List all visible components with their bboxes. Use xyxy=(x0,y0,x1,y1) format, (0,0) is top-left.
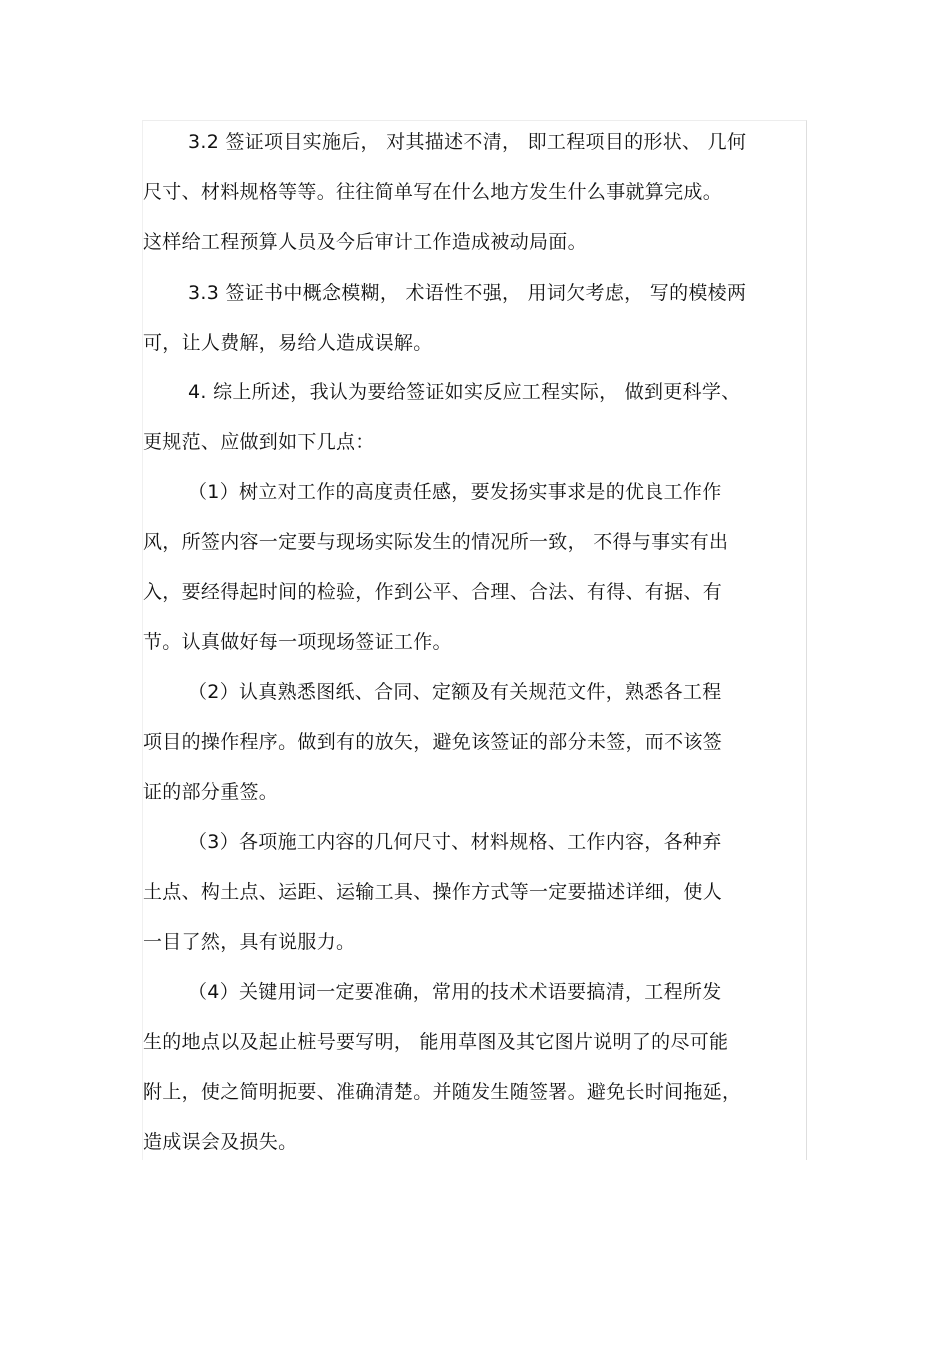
item2-line-3: 证的部分重签。 xyxy=(143,781,279,803)
p32-line-2: 尺寸、材料规格等等。往往简单写在什么地方发生什么事就算完成。 xyxy=(143,181,723,203)
item1-line-3: 入，要经得起时间的检验，作到公平、合理、合法、有得、有据、有 xyxy=(143,581,723,603)
p33-line-1: 3.3 签证书中概念模糊， 术语性不强， 用词欠考虑， 写的模棱两 xyxy=(188,282,747,304)
item2-line-1: （2）认真熟悉图纸、合同、定额及有关规范文件，熟悉各工程 xyxy=(188,681,722,703)
p4-line-2: 更规范、应做到如下几点： xyxy=(143,431,375,453)
item3-line-3: 一目了然，具有说服力。 xyxy=(143,931,356,953)
item1-line-1: （1）树立对工作的高度责任感，要发扬实事求是的优良工作作 xyxy=(188,481,722,503)
p33-line-2: 可，让人费解，易给人造成误解。 xyxy=(143,332,433,354)
item3-line-2: 土点、构土点、运距、运输工具、操作方式等一定要描述详细，使人 xyxy=(143,881,723,903)
item4-line-2: 生的地点以及起止桩号要写明， 能用草图及其它图片说明了的尽可能 xyxy=(143,1031,729,1053)
item1-line-4: 节。认真做好每一项现场签证工作。 xyxy=(143,631,452,653)
item4-line-3: 附上，使之简明扼要、准确清楚。并随发生随签署。避免长时间拖延， xyxy=(143,1081,742,1103)
item4-line-4: 造成误会及损失。 xyxy=(143,1131,298,1153)
item2-line-2: 项目的操作程序。做到有的放矢，避免该签证的部分未签，而不该签 xyxy=(143,731,723,753)
item4-line-1: （4）关键用词一定要准确，常用的技术术语要搞清，工程所发 xyxy=(188,981,722,1003)
item3-line-1: （3）各项施工内容的几何尺寸、材料规格、工作内容，各种弃 xyxy=(188,831,722,853)
item1-line-2: 风，所签内容一定要与现场实际发生的情况所一致， 不得与事实有出 xyxy=(143,531,729,553)
p4-line-1: 4. 综上所述，我认为要给签证如实反应工程实际， 做到更科学、 xyxy=(188,381,741,403)
p32-line-3: 这样给工程预算人员及今后审计工作造成被动局面。 xyxy=(143,231,587,253)
p32-line-1: 3.2 签证项目实施后， 对其描述不清， 即工程项目的形状、 几何 xyxy=(188,131,747,153)
